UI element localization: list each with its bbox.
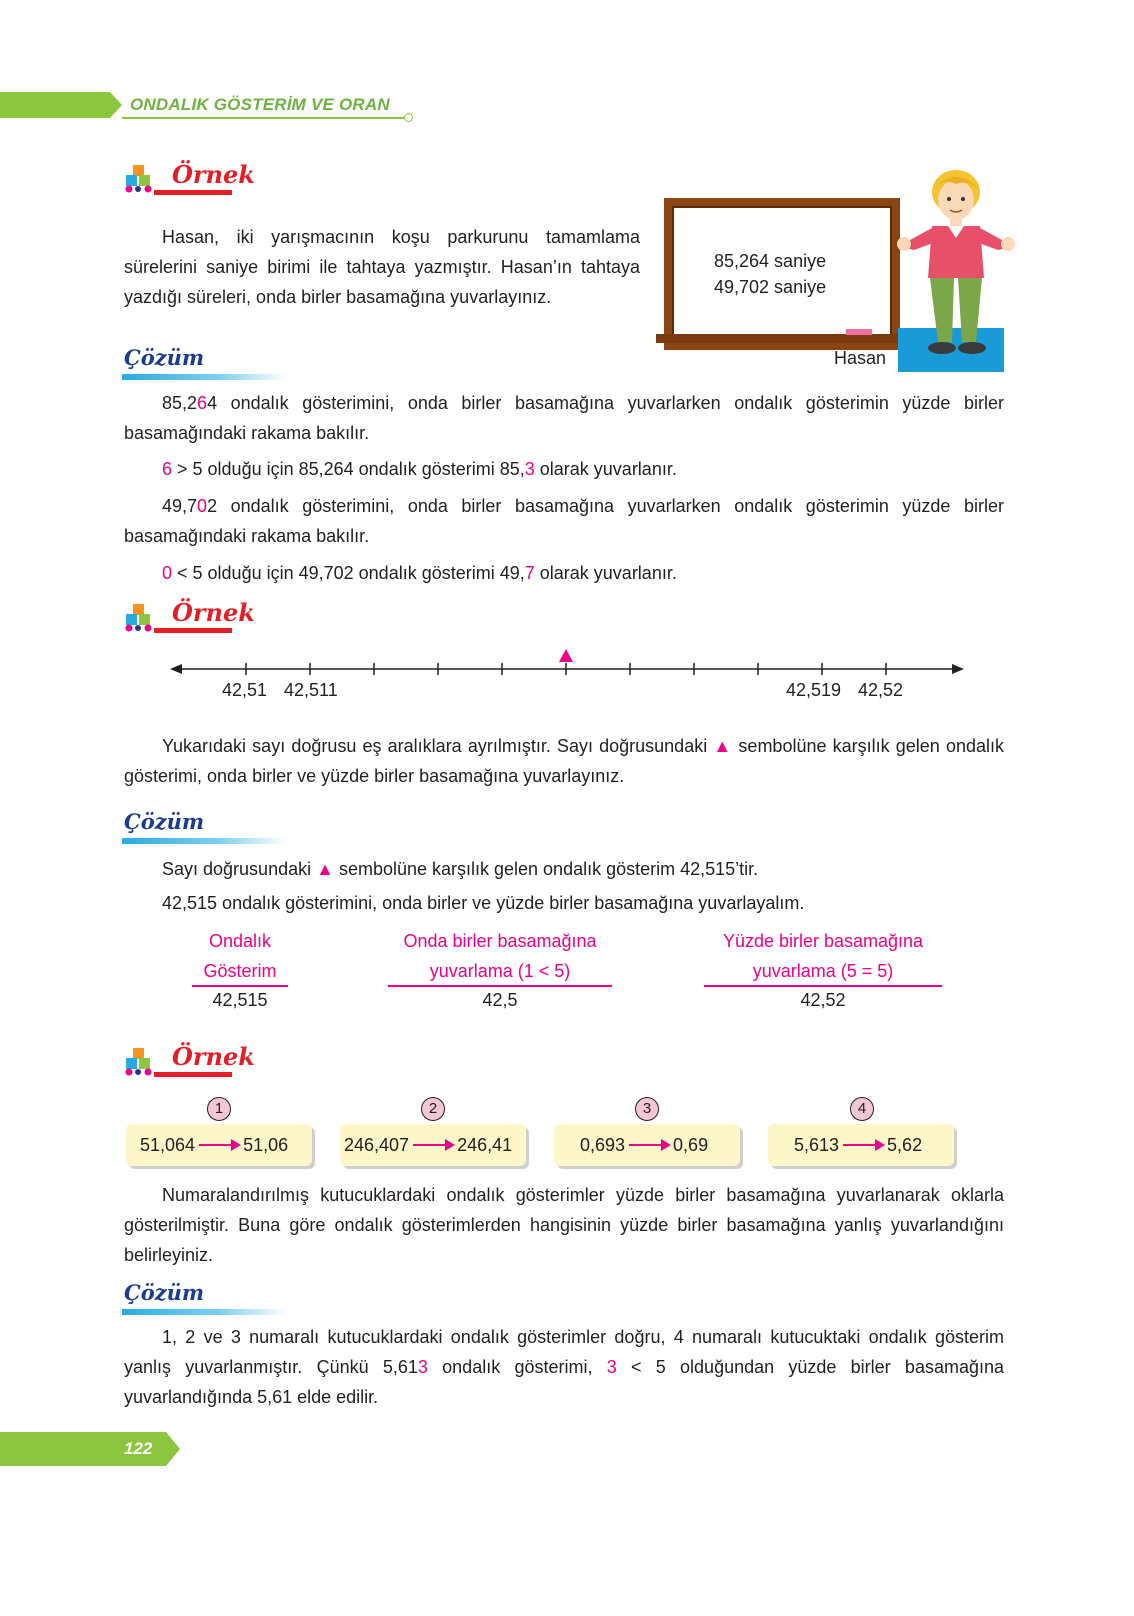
solution-underline [122, 1309, 286, 1315]
tick-label: 42,52 [858, 680, 904, 700]
rounding-box-2: 246,407 246,41 [340, 1124, 526, 1166]
hasan-caption: Hasan [834, 348, 887, 368]
arrow-right-icon [843, 1144, 883, 1146]
header-banner [0, 92, 122, 118]
example2-solution-1: Sayı doğrusundaki ▲ sembolüne karşılık gelen ondalık gösterim 42,515’tir. [162, 859, 759, 879]
tick-label: 42,511 [284, 680, 338, 700]
page-number: 122 [124, 1439, 153, 1458]
col-value-hundredths: 42,52 [800, 990, 846, 1010]
rounding-box-4: 5,613 5,62 [768, 1124, 954, 1166]
cubes-icon [122, 163, 156, 193]
chalk [846, 329, 872, 335]
triangle-marker [559, 649, 573, 662]
example-label: Örnek [172, 598, 255, 627]
col-value-tenths: 42,5 [482, 990, 518, 1010]
board-time-1: 85,264 saniye [714, 251, 827, 271]
tick-label: 42,51 [222, 680, 268, 700]
box-number: 3 [635, 1097, 659, 1121]
example2-problem: Yukarıdaki sayı doğrusu eş aralıklara ayrılmıştır. Sayı doğrusundaki ▲ sembolüne karşılık gelen ondalık gösterimi, onda birler ve yüzde birler basamağına yuvarlayınız. [124, 736, 1004, 786]
solution-label: Çözüm [124, 809, 205, 834]
example1-problem: Hasan, iki yarışmacının koşu parkurunu tamamlama sürelerini saniye birimi ile tahtaya yazmıştır. Hasan’ın tahtaya yazdığı süreleri, onda birler basamağına yuvarlayınız. [124, 227, 640, 307]
box-number: 2 [421, 1097, 445, 1121]
chalkboard [664, 198, 900, 350]
header-underline [122, 117, 408, 119]
example1-solution-3: 49,702 ondalık gösterimini, onda birler basamağına yuvarlarken ondalık gösterimin yüzde birler basamağındaki rakama bakılır. [124, 496, 1004, 546]
col-head-decimal: Ondalık Gösterim [203, 931, 277, 981]
cubes-icon [122, 1046, 156, 1076]
solution-label: Çözüm [124, 1280, 205, 1305]
solution-underline [122, 374, 286, 380]
triangle-icon: ▲ [713, 736, 733, 756]
col-value-decimal: 42,515 [212, 990, 268, 1010]
box-number: 4 [850, 1097, 874, 1121]
col-divider [388, 985, 612, 987]
example3-solution: 1, 2 ve 3 numaralı kutucuklardaki ondalık gösterimler doğru, 4 numaralı kutucuktaki ondalık gösterim yanlış yuvarlanmıştır. Çünkü 5,613 ondalık gösterimi, 3 < 5 olduğundan yüzde birler basamağına yuvarlandığında 5,61 elde edilir. [124, 1327, 1005, 1407]
arrow-right-icon [199, 1144, 239, 1146]
chalkboard-ledge [656, 334, 900, 343]
example1-solution-2: 6 > 5 olduğu için 85,264 ondalık gösterimi 85,3 olarak yuvarlanır. [162, 459, 677, 479]
tick-label: 42,519 [786, 680, 842, 700]
example-underline [154, 628, 232, 633]
example1-solution-4: 0 < 5 olduğu için 49,702 ondalık gösterimi 49,7 olarak yuvarlanır. [162, 563, 677, 583]
solution-underline [122, 838, 286, 844]
board-time-2: 49,702 saniye [714, 277, 827, 297]
rounding-box-3: 0,693 0,69 [554, 1124, 740, 1166]
col-divider [192, 985, 288, 987]
number-line [168, 645, 968, 685]
example1-solution-1: 85,264 ondalık gösterimini, onda birler basamağına yuvarlarken ondalık gösterimin yüzde birler basamağındaki rakama bakılır. [124, 393, 1004, 443]
example-label: Örnek [172, 1042, 255, 1071]
example2-solution-2: 42,515 ondalık gösterimini, onda birler ve yüzde birler basamağına yuvarlayalım. [162, 893, 805, 913]
col-divider [704, 985, 942, 987]
arrow-right-icon [413, 1144, 453, 1146]
col-head-tenths: Onda birler basamağına yuvarlama (1 < 5) [403, 931, 597, 981]
cubes-icon [122, 602, 156, 632]
triangle-icon: ▲ [316, 859, 334, 879]
example-underline [154, 1072, 232, 1077]
page-number-banner [0, 1432, 180, 1466]
example3-problem: Numaralandırılmış kutucuklardaki ondalık gösterimler yüzde birler basamağına yuvarlanarak oklarla gösterilmiştir. Buna göre ondalık gösterimlerden hangisinin yüzde birler basamağına yanlış yuvarlandığını belirleyiniz. [124, 1185, 1004, 1265]
hasan-illustration [896, 166, 1016, 366]
col-head-hundredths: Yüzde birler basamağına yuvarlama (5 = 5) [722, 931, 924, 981]
rounding-box-1: 51,064 51,06 [126, 1124, 312, 1166]
example-label: Örnek [172, 160, 255, 189]
solution-label: Çözüm [124, 345, 205, 370]
chapter-title: ONDALIK GÖSTERİM VE ORAN [130, 95, 390, 114]
arrow-right-icon [629, 1144, 669, 1146]
example-underline [154, 190, 232, 195]
header-dot [404, 113, 413, 122]
box-number: 1 [207, 1097, 231, 1121]
